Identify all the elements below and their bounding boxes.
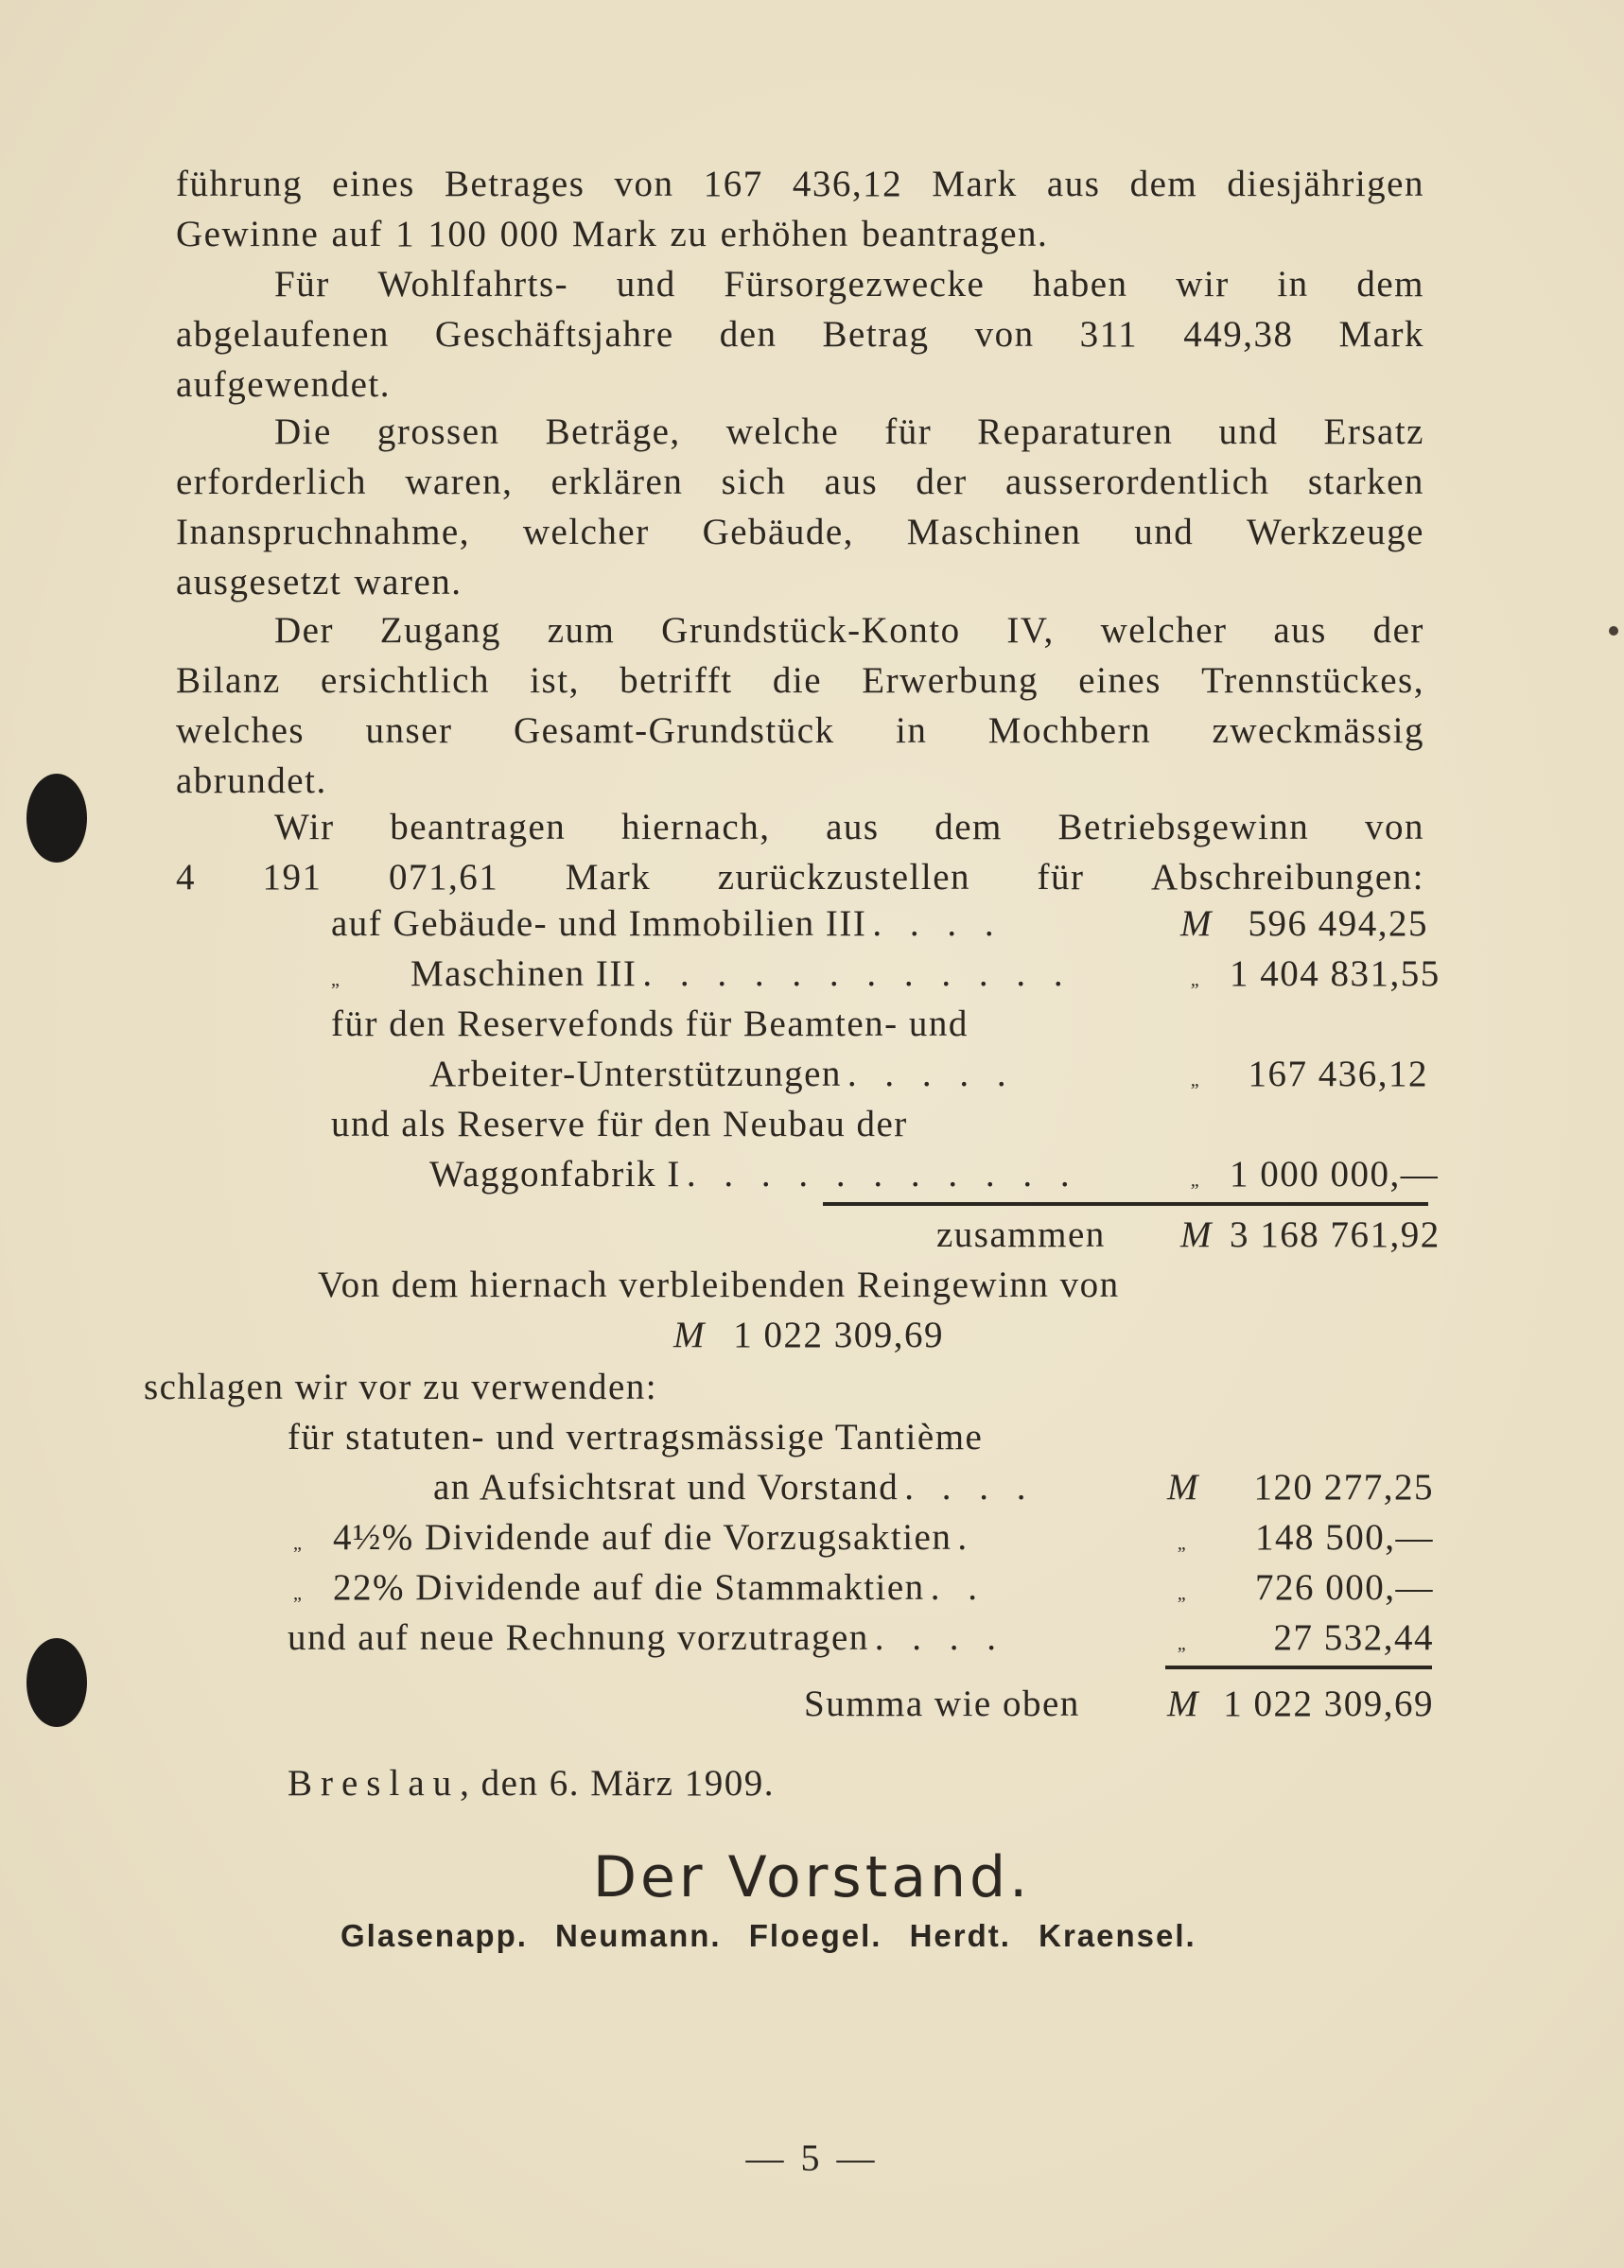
word: von (614, 164, 674, 204)
word: von (1364, 807, 1424, 847)
word: Für (274, 264, 330, 305)
word: Zugang (379, 610, 501, 651)
row-dots: . . . . (874, 1617, 1006, 1658)
word: die (772, 660, 823, 701)
word: Werkzeuge (1247, 512, 1424, 552)
word: Betriebsgewinn (1057, 807, 1310, 847)
sum-rule (823, 1202, 1428, 1206)
paragraph-1 (176, 159, 1424, 259)
row-dots: . . . . (904, 1467, 1036, 1508)
text-line (176, 655, 1424, 706)
word: waren, (405, 462, 514, 502)
punch-hole (26, 774, 87, 863)
word: Die (274, 411, 332, 452)
word: beantragen (390, 807, 567, 847)
mark-symbol: M (1180, 1214, 1213, 1255)
word: Beträge, (545, 411, 681, 452)
word: Abschreibungen: (1151, 857, 1424, 898)
row-amount: 1 000 000,— (1230, 1154, 1440, 1195)
word: unser (365, 710, 453, 751)
word: welches (176, 710, 306, 751)
text-line (176, 605, 1424, 655)
row-dots: . (957, 1517, 977, 1558)
edge-mark (1609, 626, 1618, 636)
word: aus (1273, 610, 1327, 651)
word: 436,12 (792, 164, 903, 204)
word: Reparaturen (977, 411, 1174, 452)
mark-symbol: M (1167, 1467, 1199, 1508)
text-line: aufgewendet. (176, 364, 391, 405)
paragraph-4 (176, 605, 1424, 806)
word: eines (332, 164, 415, 204)
board-title: Der Vorstand. (592, 1844, 1032, 1910)
word: ausserordentlich (1004, 462, 1270, 502)
board-names: Glasenapp. Neumann. Floegel. Herdt. Kraensel. (341, 1918, 1196, 1953)
word: Fürsorgezwecke (724, 264, 986, 305)
ditto-mark: „ (1177, 1533, 1190, 1554)
word: für (1037, 857, 1085, 898)
paragraph-3 (176, 407, 1424, 607)
ditto-mark: „ (1190, 1170, 1203, 1191)
row-label: 4½% Dividende auf die Vorzugsaktien (333, 1517, 952, 1558)
row-amount: 596 494,25 (1248, 903, 1428, 944)
word: Inanspruchnahme, (176, 512, 470, 552)
row-label: und auf neue Rechnung vorzutragen (288, 1617, 869, 1658)
word: ersichtlich (321, 660, 490, 701)
row-dots: . . . . . (847, 1054, 1016, 1094)
distribution-row (293, 1512, 1434, 1569)
word: IV, (1006, 610, 1055, 651)
remaining-intro: Von dem hiernach verbleibenden Reingewinn von (318, 1265, 1120, 1305)
word: Betrages (444, 164, 585, 204)
word: starken (1307, 462, 1424, 502)
mark-symbol: M (1167, 1684, 1199, 1724)
word: dem (934, 807, 1003, 847)
word: und (1134, 512, 1195, 552)
text-line (176, 259, 1424, 309)
word: Bilanz (176, 660, 281, 701)
paragraph-2 (176, 259, 1424, 410)
ditto-mark: „ (1190, 969, 1203, 990)
word: hiernach, (620, 807, 771, 847)
word: Mark (1338, 314, 1424, 355)
row-amount: 27 532,44 (1273, 1617, 1434, 1658)
place-date (288, 1762, 775, 1805)
row-amount: 120 277,25 (1253, 1467, 1434, 1508)
word: betrifft (620, 660, 733, 701)
allocation-row (429, 1149, 1440, 1206)
mark-symbol: M (673, 1315, 706, 1355)
remaining-amount-line (673, 1310, 944, 1360)
word: in (896, 710, 928, 751)
ditto-mark: „ (331, 969, 341, 990)
text-line (176, 802, 1424, 852)
punch-hole (26, 1638, 87, 1727)
word: der (1372, 610, 1424, 651)
word: Geschäftsjahre (434, 314, 674, 355)
word: diesjährigen (1227, 164, 1424, 204)
ditto-mark: „ (1177, 1633, 1190, 1654)
row-label: Arbeiter-Unterstützungen (429, 1054, 842, 1094)
row-dots: . . (930, 1567, 987, 1608)
text-line (176, 457, 1424, 507)
row-label: auf Gebäude- und Immobilien III (331, 903, 867, 944)
word: für (884, 411, 933, 452)
word: erklären (550, 462, 684, 502)
row-label: Maschinen III (410, 953, 637, 994)
text-line (176, 852, 1424, 902)
word: abgelaufenen (176, 314, 390, 355)
sum-rule (1165, 1666, 1432, 1669)
place: Breslau (288, 1763, 461, 1804)
word: 4 (176, 857, 196, 898)
allocation-row (331, 999, 1135, 1049)
word: zweckmässig (1212, 710, 1424, 751)
row-amount: 726 000,— (1255, 1567, 1434, 1608)
distribution-row (293, 1562, 1434, 1619)
text-line (176, 309, 1424, 359)
word: sich (721, 462, 787, 502)
word: und (1218, 411, 1279, 452)
text-line (176, 706, 1424, 756)
allocation-row (331, 1099, 1135, 1149)
word: dem (1129, 164, 1198, 204)
word: Gesamt-Grundstück (513, 710, 835, 751)
distribution-row (433, 1462, 1434, 1512)
word: und (616, 264, 676, 305)
word: aus (824, 462, 879, 502)
word: Mark (932, 164, 1018, 204)
word: führung (176, 164, 303, 204)
word: 311 (1079, 314, 1139, 355)
row-label: Waggonfabrik I (429, 1154, 681, 1195)
row-amount: 1 404 831,55 (1230, 953, 1441, 994)
row-label: an Aufsichtsrat und Vorstand (433, 1467, 899, 1508)
word: Erwerbung (862, 660, 1039, 701)
row-amount: 148 500,— (1255, 1517, 1434, 1558)
row-amount: 167 436,12 (1248, 1054, 1428, 1094)
word: von (974, 314, 1035, 355)
distribution-row (288, 1613, 1434, 1669)
paragraph-5 (176, 802, 1424, 902)
word: Mochbern (987, 710, 1152, 751)
word: 191 (262, 857, 323, 898)
total-label: Summa wie oben (804, 1684, 1080, 1724)
word: 071,61 (389, 857, 499, 898)
word: der (916, 462, 968, 502)
ditto-mark: „ (1177, 1583, 1190, 1604)
date: , den 6. März 1909. (460, 1763, 775, 1804)
mark-symbol: M (1180, 903, 1213, 944)
remaining-amount: 1 022 309,69 (733, 1315, 944, 1355)
row-label: für statuten- und vertragsmässige Tantième (288, 1417, 984, 1457)
ditto-mark: „ (1190, 1070, 1203, 1090)
word: Gebäude, (702, 512, 854, 552)
word: Trennstückes, (1201, 660, 1424, 701)
text-line (176, 159, 1424, 209)
text-line: Gewinne auf 1 100 000 Mark zu erhöhen beantragen. (176, 214, 1049, 254)
word: eines (1078, 660, 1161, 701)
word: erforderlich (176, 462, 368, 502)
page-number: — 5 — (745, 2137, 879, 2179)
distribution-total (804, 1679, 1434, 1729)
allocation-total (936, 1210, 1441, 1260)
ditto-mark: „ (293, 1583, 304, 1604)
word: Ersatz (1323, 411, 1424, 452)
word: aus (1046, 164, 1101, 204)
word: Grundstück-Konto (661, 610, 961, 651)
row-dots: . . . . . . . . . . . . (642, 953, 1073, 994)
word: Wir (274, 807, 335, 847)
word: in (1277, 264, 1309, 305)
allocation-row (331, 898, 1428, 949)
word: Maschinen (906, 512, 1082, 552)
word: 167 (703, 164, 763, 204)
text-line (176, 407, 1424, 457)
total-label: zusammen (936, 1214, 1106, 1255)
text-line: abrundet. (176, 760, 327, 801)
word: 449,38 (1183, 314, 1294, 355)
word: welche (725, 411, 840, 452)
distribution-row (288, 1412, 1139, 1462)
total-amount: 1 022 309,69 (1223, 1684, 1434, 1724)
allocation-row (429, 1049, 1428, 1106)
row-dots: . . . . . . . . . . . (686, 1154, 1079, 1195)
word: welcher (522, 512, 650, 552)
word: wir (1176, 264, 1230, 305)
ditto-mark: „ (293, 1533, 304, 1554)
word: den (719, 314, 777, 355)
word: grossen (376, 411, 500, 452)
word: zum (547, 610, 616, 651)
text-line: ausgesetzt waren. (176, 562, 463, 602)
word: ist, (530, 660, 580, 701)
remaining-proposal: schlagen wir vor zu verwenden: (144, 1367, 658, 1407)
row-label: und als Reserve für den Neubau der (331, 1104, 908, 1144)
word: zurückzustellen (717, 857, 971, 898)
row-dots: . . . . (872, 903, 1004, 944)
word: dem (1356, 264, 1424, 305)
word: aus (826, 807, 880, 847)
row-label: 22% Dividende auf die Stammaktien (333, 1567, 925, 1608)
word: Wohlfahrts- (377, 264, 569, 305)
row-label: für den Reservefonds für Beamten- und (331, 1003, 969, 1044)
allocation-row (331, 949, 1441, 1005)
word: welcher (1100, 610, 1228, 651)
word: Mark (565, 857, 652, 898)
total-amount: 3 168 761,92 (1230, 1214, 1441, 1255)
word: Betrag (822, 314, 930, 355)
text-line (176, 507, 1424, 557)
word: haben (1032, 264, 1128, 305)
word: Der (274, 610, 334, 651)
